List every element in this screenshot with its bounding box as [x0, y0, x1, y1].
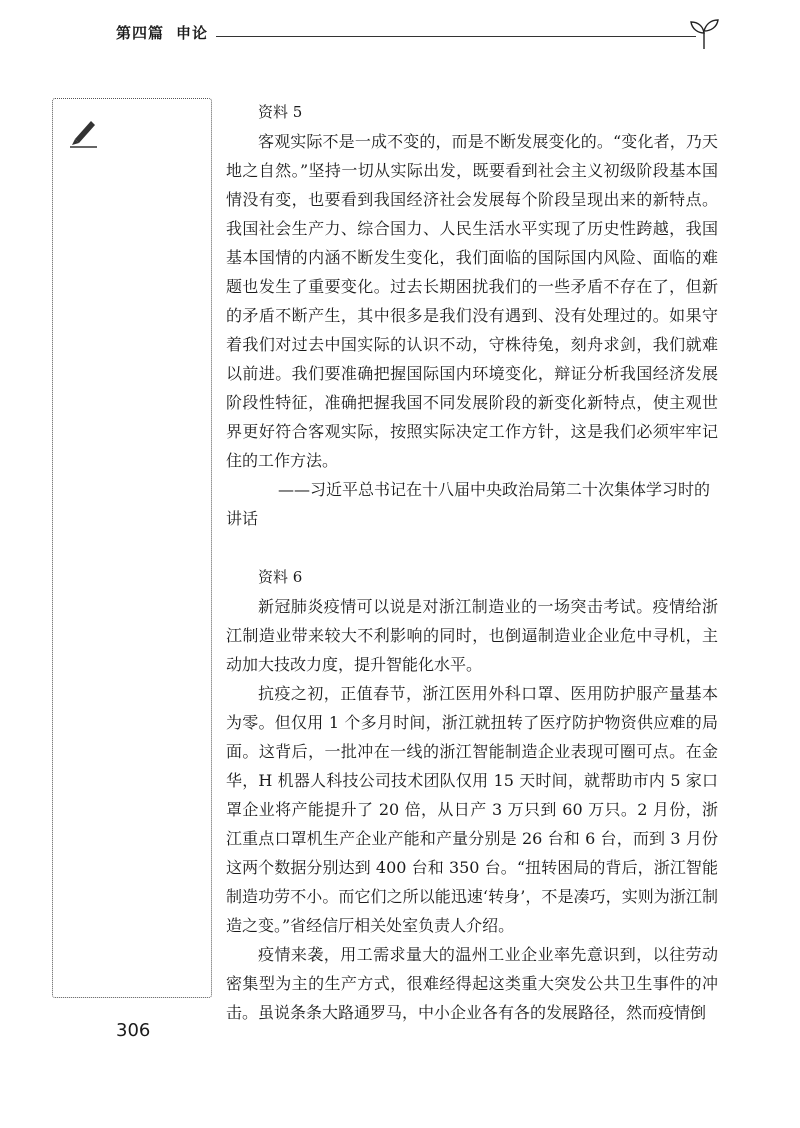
- material-5-attribution: ——习近平总书记在十八届中央政治局第二十次集体学习时的讲话: [226, 480, 711, 528]
- section-spacer: [226, 533, 718, 563]
- main-content: [226, 98, 718, 1027]
- material-5-title: 资料 5: [258, 103, 303, 121]
- material-5-paragraph: 客观实际不是一成不变的，而是不断发展变化的。“变化者，乃天地之自然。”坚持一切从实际出发，既要看到社会主义初级阶段基本国情没有变，也要看到我国经济社会发展每个阶段呈现出来的新特点。我国社会生产力、综合国力、人民生活水平实现了历史性跨越，我国基本国情的内涵不断发生变化，我们面临的国际国内风险、面临的难题也发生了重要变化。过去长期困扰我们的一些矛盾不存在了，但新的矛盾不断产生，其中很多是我们没有遇到、没有处理过的。如果守着我们对过去中国实际的认识不动，守株待兔，刻舟求剑，我们就难以前进。我们要准确把握国际国内环境变化，辩证分析我国经济发展阶段性特征，准确把握我国不同发展阶段的新变化新特点，使主观世界更好符合客观实际，按照实际决定工作方针，这是我们必须牢牢记住的工作方法。: [226, 132, 718, 470]
- header-part: 第四篇: [116, 24, 165, 42]
- header-section: 申论: [176, 24, 209, 42]
- pencil-icon: [67, 115, 99, 149]
- material-6-title: 资料 6: [258, 568, 303, 586]
- sprout-icon: [688, 16, 720, 50]
- header-rule: [216, 36, 696, 37]
- material-6-paragraph: 抗疫之初，正值春节，浙江医用外科口罩、医用防护服产量基本为零。但仅用 1 个多月时间，浙江就扭转了医疗防护物资供应难的局面。这背后，一批冲在一线的浙江智能制造企业表现可圈可点。在金华，H 机器人科技公司技术团队仅用 15 天时间，就帮助市内 5 家口罩企业将产能提升了 20 倍，从日产 3 万只到 60 万只。2 月份，浙江重点口罩机生产企业产能和产量分别是 26 台和 6 台，而到 3 月份这两个数据分别达到 400 台和 350 台。“扭转困局的背后，浙江智能制造功劳不小。而它们之所以能迅速‘转身’，不是凑巧，实则为浙江制造之变。”省经信厅相关处室负责人介绍。: [226, 684, 718, 935]
- header-title: [116, 22, 208, 43]
- material-6-paragraph: 疫情来袭，用工需求量大的温州工业企业率先意识到，以往劳动密集型为主的生产方式，很难经得起这类重大突发公共卫生事件的冲击。虽说条条大路通罗马，中小企业各有各的发展路径，然而疫情倒: [226, 945, 718, 1022]
- page-number: 306: [116, 1020, 151, 1041]
- notes-margin-box: [52, 98, 212, 998]
- running-header: [116, 22, 716, 50]
- material-6-paragraph: 新冠肺炎疫情可以说是对浙江制造业的一场突击考试。疫情给浙江制造业带来较大不利影响的同时，也倒逼制造业企业危中寻机，主动加大技改力度，提升智能化水平。: [226, 597, 718, 674]
